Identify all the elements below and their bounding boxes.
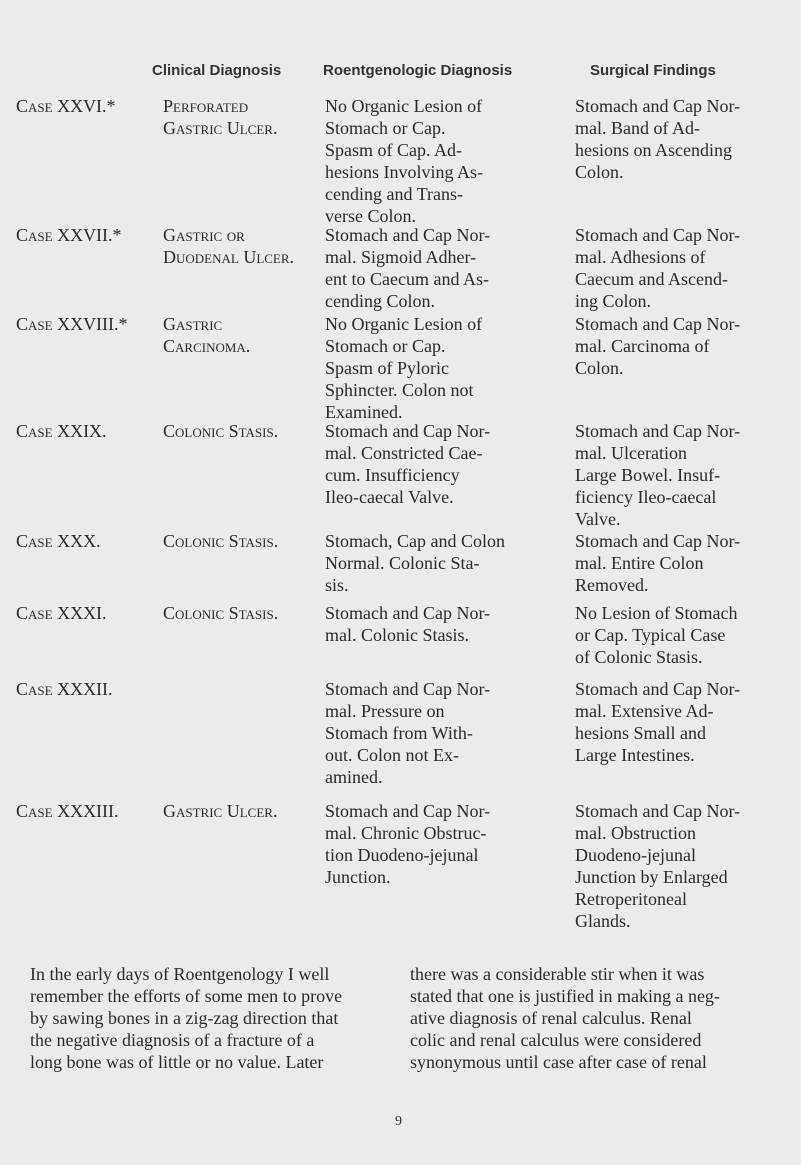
clinical-diagnosis-line: Perforated [163,96,249,116]
roentgenologic-diagnosis-cell [325,602,565,646]
roentgenologic-diagnosis-line: Stomach and Cap Nor- [325,603,491,623]
roentgenologic-diagnosis-line: out. Colon not Ex- [325,745,459,765]
roentgenologic-diagnosis-line: ent to Caecum and As- [325,269,489,289]
clinical-diagnosis-cell [163,313,325,357]
prose-line: remember the efforts of some men to prove [30,986,343,1006]
prose-line: ative diagnosis of renal calculus. Renal [410,1008,692,1028]
clinical-diagnosis-line: Gastric or [163,225,245,245]
prose-line: synonymous until case after case of renal [410,1052,707,1072]
roentgenologic-diagnosis-line: hesions Involving As- [325,162,484,182]
roentgenologic-diagnosis-line: mal. Chronic Obstruc- [325,823,487,843]
case-label-line: Case XXVII.* [16,225,122,245]
roentgenologic-diagnosis-line: mal. Constricted Cae- [325,443,483,463]
roentgenologic-diagnosis-cell [325,530,565,596]
case-label-cell [16,800,161,822]
prose-line: by sawing bones in a zig-zag direction that [30,1008,339,1028]
roentgenologic-diagnosis-line: No Organic Lesion of [325,314,483,334]
surgical-findings-line: mal. Adhesions of [575,247,706,267]
clinical-diagnosis-line: Gastric Ulcer. [163,118,278,138]
surgical-findings-line: of Colonic Stasis. [575,647,703,667]
roentgenologic-diagnosis-cell [325,420,565,508]
surgical-findings-line: Stomach and Cap Nor- [575,225,741,245]
roentgenologic-diagnosis-line: Spasm of Cap. Ad- [325,140,462,160]
page-number: 9 [395,1114,402,1129]
surgical-findings-line: mal. Carcinoma of [575,336,710,356]
clinical-diagnosis-cell [163,800,325,822]
prose-line: long bone was of little or no value. Later [30,1052,324,1072]
surgical-findings-line: Stomach and Cap Nor- [575,96,741,116]
case-label-line: Case XXX. [16,531,101,551]
surgical-findings-line: Large Intestines. [575,745,695,765]
roentgenologic-diagnosis-cell [325,800,565,888]
clinical-diagnosis-line: Colonic Stasis. [163,531,279,551]
case-label-cell [16,95,161,117]
roentgenologic-diagnosis-line: Stomach and Cap Nor- [325,225,491,245]
roentgenologic-diagnosis-line: Stomach or Cap. [325,336,446,356]
roentgenologic-diagnosis-line: cum. Insufficiency [325,465,460,485]
roentgenologic-diagnosis-line: cending Colon. [325,291,435,311]
surgical-findings-line: Retroperitoneal [575,889,687,909]
surgical-findings-line: Colon. [575,162,624,182]
surgical-findings-cell [575,224,790,312]
surgical-findings-line: Stomach and Cap Nor- [575,679,741,699]
surgical-findings-line: hesions Small and [575,723,706,743]
surgical-findings-line: Glands. [575,911,631,931]
surgical-findings-line: Colon. [575,358,624,378]
roentgenologic-diagnosis-line: Junction. [325,867,391,887]
prose-line: there was a considerable stir when it was [410,964,705,984]
surgical-findings-cell [575,800,790,932]
surgical-findings-cell [575,530,790,596]
surgical-findings-line: ficiency Ileo-caecal [575,487,717,507]
surgical-findings-line: Duodeno-jejunal [575,845,696,865]
clinical-diagnosis-cell [163,224,325,268]
surgical-findings-line: No Lesion of Stomach [575,603,738,623]
prose-line: colic and renal calculus were considered [410,1030,702,1050]
roentgenologic-diagnosis-line: mal. Colonic Stasis. [325,625,469,645]
clinical-diagnosis-line: Duodenal Ulcer. [163,247,295,267]
prose-line: stated that one is justified in making a neg- [410,986,720,1006]
roentgenologic-diagnosis-line: tion Duodeno-jejunal [325,845,479,865]
case-label-line: Case XXVIII.* [16,314,128,334]
roentgenologic-diagnosis-line: Stomach, Cap and Colon [325,531,505,551]
surgical-findings-line: mal. Ulceration [575,443,687,463]
surgical-findings-cell [575,602,790,668]
surgical-findings-line: or Cap. Typical Case [575,625,726,645]
prose-left-column [30,963,390,1073]
clinical-diagnosis-cell [163,95,325,139]
clinical-diagnosis-line: Gastric Ulcer. [163,801,278,821]
surgical-findings-line: mal. Entire Colon [575,553,704,573]
clinical-diagnosis-line: Colonic Stasis. [163,421,279,441]
surgical-findings-line: mal. Band of Ad- [575,118,700,138]
surgical-findings-line: Large Bowel. Insuf- [575,465,721,485]
roentgenologic-diagnosis-cell [325,224,565,312]
case-label-line: Case XXXI. [16,603,107,623]
surgical-findings-line: ing Colon. [575,291,652,311]
clinical-diagnosis-line: Carcinoma. [163,336,251,356]
surgical-findings-cell [575,313,790,379]
roentgenologic-diagnosis-line: cending and Trans- [325,184,463,204]
case-label-cell [16,530,161,552]
roentgenologic-diagnosis-line: Sphincter. Colon not [325,380,474,400]
case-label-cell [16,678,161,700]
case-label-line: Case XXIX. [16,421,107,441]
roentgenologic-diagnosis-line: verse Colon. [325,206,416,226]
roentgenologic-diagnosis-line: mal. Sigmoid Adher- [325,247,477,267]
case-label-cell [16,224,161,246]
surgical-findings-line: Removed. [575,575,649,595]
clinical-diagnosis-line: Colonic Stasis. [163,603,279,623]
roentgenologic-diagnosis-line: Ileo-caecal Valve. [325,487,454,507]
prose-line: the negative diagnosis of a fracture of a [30,1030,315,1050]
roentgenologic-diagnosis-line: mal. Pressure on [325,701,445,721]
surgical-findings-line: mal. Obstruction [575,823,696,843]
roentgenologic-diagnosis-line: Examined. [325,402,403,422]
clinical-diagnosis-cell [163,602,325,624]
surgical-findings-line: hesions on Ascending [575,140,732,160]
surgical-findings-line: Stomach and Cap Nor- [575,421,741,441]
surgical-findings-line: Stomach and Cap Nor- [575,314,741,334]
roentgenologic-diagnosis-line: No Organic Lesion of [325,96,483,116]
roentgenologic-diagnosis-line: Stomach or Cap. [325,118,446,138]
roentgenologic-diagnosis-line: sis. [325,575,349,595]
surgical-findings-line: Stomach and Cap Nor- [575,801,741,821]
roentgenologic-diagnosis-cell [325,678,565,788]
case-label-cell [16,420,161,442]
surgical-findings-cell [575,95,790,183]
surgical-findings-line: Stomach and Cap Nor- [575,531,741,551]
header-roentgenologic-diagnosis: Roentgenologic Diagnosis [323,62,513,79]
roentgenologic-diagnosis-line: Stomach and Cap Nor- [325,679,491,699]
case-label-cell [16,313,161,335]
roentgenologic-diagnosis-line: Stomach from With- [325,723,473,743]
header-clinical-diagnosis: Clinical Diagnosis [152,62,282,79]
case-label-line: Case XXXII. [16,679,113,699]
surgical-findings-line: Caecum and Ascend- [575,269,728,289]
surgical-findings-line: Valve. [575,509,621,529]
roentgenologic-diagnosis-line: Stomach and Cap Nor- [325,421,491,441]
case-label-line: Case XXXIII. [16,801,119,821]
clinical-diagnosis-cell [163,530,325,552]
surgical-findings-cell [575,678,790,766]
roentgenologic-diagnosis-line: amined. [325,767,383,787]
roentgenologic-diagnosis-line: Spasm of Pyloric [325,358,449,378]
surgical-findings-line: Junction by Enlarged [575,867,728,887]
case-label-cell [16,602,161,624]
surgical-findings-cell [575,420,790,530]
prose-right-column [410,963,790,1073]
clinical-diagnosis-cell [163,420,325,442]
surgical-findings-line: mal. Extensive Ad- [575,701,714,721]
clinical-diagnosis-line: Gastric [163,314,223,334]
case-label-line: Case XXVI.* [16,96,116,116]
roentgenologic-diagnosis-cell [325,313,565,423]
header-surgical-findings: Surgical Findings [590,62,716,79]
roentgenologic-diagnosis-line: Normal. Colonic Sta- [325,553,480,573]
roentgenologic-diagnosis-line: Stomach and Cap Nor- [325,801,491,821]
prose-line: In the early days of Roentgenology I well [30,964,330,984]
roentgenologic-diagnosis-cell [325,95,565,227]
